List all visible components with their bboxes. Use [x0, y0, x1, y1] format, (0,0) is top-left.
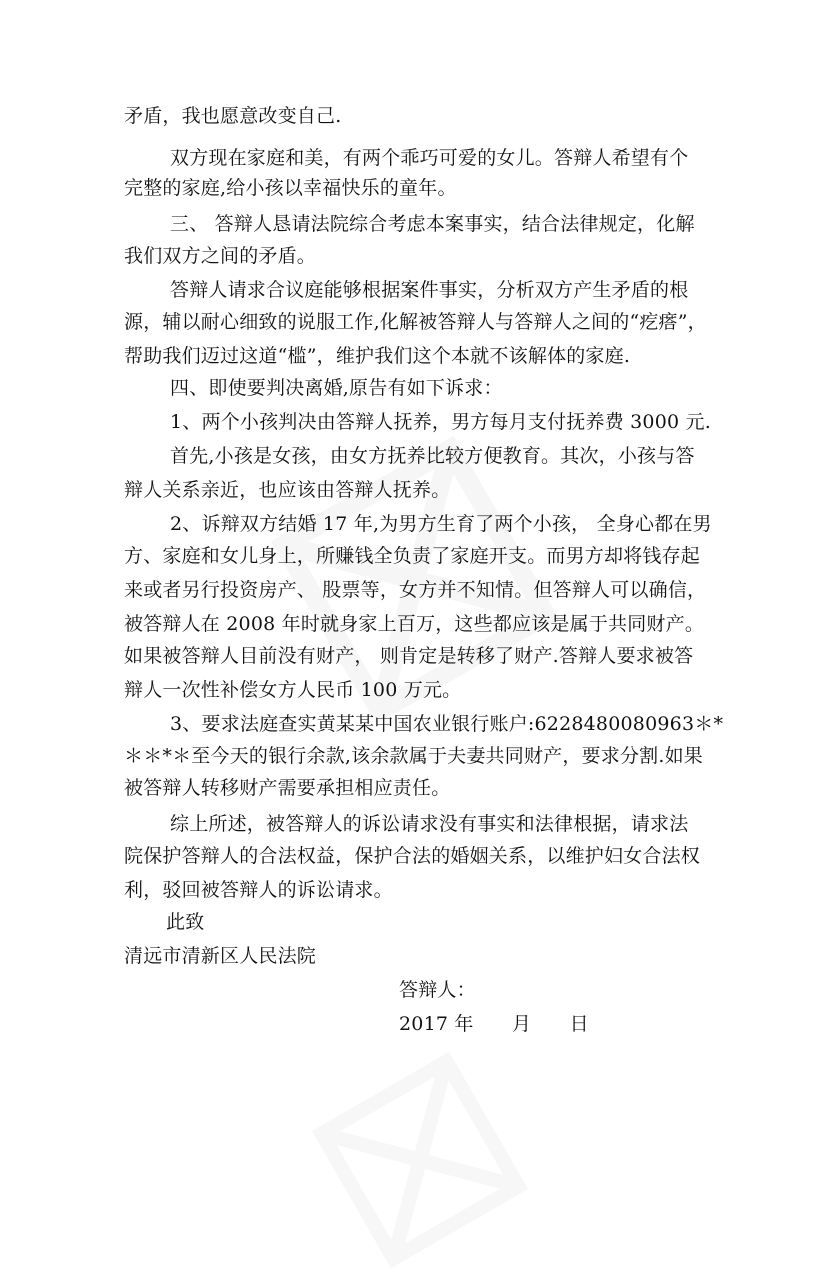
paragraph-line: 方、家庭和女儿身上，所赚钱全负责了家庭开支。而男方却将钱存起	[124, 545, 701, 567]
paragraph-line: 院保护答辩人的合法权益，保护合法的婚姻关系，以维护妇女合法权	[124, 845, 701, 867]
court-name: 清远市清新区人民法院	[124, 945, 317, 967]
paragraph-line: 四、即使要判决离婚,原告有如下诉求：	[170, 377, 503, 399]
paragraph-line: 源，辅以耐心细致的说服工作,化解被答辩人与答辩人之间的“疙瘩”，	[124, 311, 707, 333]
paragraph-line: 利，驳回被答辩人的诉讼请求。	[124, 879, 393, 901]
watermark-logo-bottom	[300, 1040, 540, 1280]
paragraph-line: 矛盾，我也愿意改变自己.	[124, 105, 342, 127]
paragraph-line: 首先,小孩是女孩，由女方抚养比较方便教育。其次，小孩与答	[170, 445, 695, 467]
paragraph-line: 如果被答辩人目前没有财产， 则肯定是转移了财产.答辩人要求被答	[124, 645, 694, 667]
paragraph-line: 辩人一次性补偿女方人民币 100 万元。	[124, 679, 462, 701]
signature-label: 答辩人：	[399, 979, 476, 1001]
paragraph-line: 2、诉辩双方结婚 17 年,为男方生育了两个小孩， 全身心都在男	[170, 513, 712, 535]
paragraph-line: ＊＊*＊至今天的银行余款,该余款属于夫妻共同财产，要求分割.如果	[124, 745, 703, 767]
paragraph-line: 3、要求法庭查实黄某某中国农业银行账户:6228480080963＊*	[170, 713, 724, 735]
paragraph-line: 帮助我们迈过这道“槛”，维护我们这个本就不该解体的家庭.	[124, 345, 631, 367]
paragraph-line: 被答辩人转移财产需要承担相应责任。	[124, 777, 451, 799]
paragraph-line: 答辩人请求合议庭能够根据案件事实，分析双方产生矛盾的根	[170, 279, 689, 301]
paragraph-line: 来或者另行投资房产、 股票等，女方并不知情。但答辩人可以确信，	[124, 579, 707, 601]
paragraph-line: 1、两个小孩判决由答辩人抚养，男方每月支付抚养费 3000 元.	[170, 411, 711, 433]
signature-date: 2017 年 月 日	[399, 1013, 589, 1035]
paragraph-line: 双方现在家庭和美，有两个乖巧可爱的女儿。答辩人希望有个	[170, 147, 689, 169]
paragraph-line: 三、 答辩人恳请法院综合考虑本案事实，结合法律规定，化解	[170, 213, 695, 235]
paragraph-line: 辩人关系亲近，也应该由答辩人抚养。	[124, 479, 451, 501]
paragraph-line: 被答辩人在 2008 年时就身家上百万，这些都应该是属于共同财产。	[124, 613, 705, 635]
paragraph-line: 完整的家庭,给小孩以幸福快乐的童年。	[124, 177, 457, 199]
closing-salutation: 此致	[166, 911, 205, 933]
paragraph-line: 综上所述，被答辩人的诉讼请求没有事实和法律根据，请求法	[170, 813, 689, 835]
paragraph-line: 我们双方之间的矛盾。	[124, 245, 317, 267]
